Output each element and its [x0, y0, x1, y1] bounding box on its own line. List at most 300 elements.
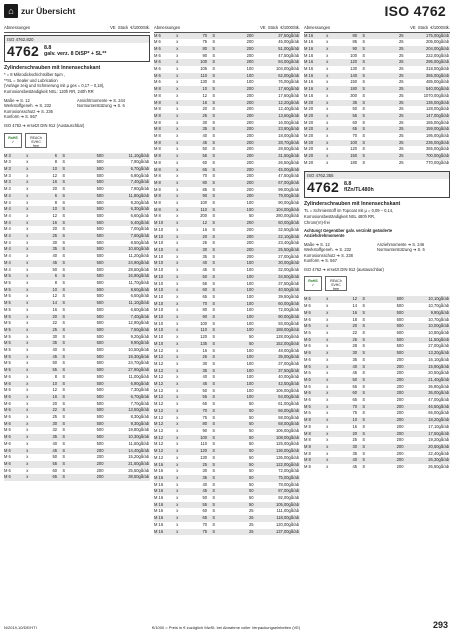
table-row[interactable] [154, 247, 300, 254]
length-cell: 30 [202, 360, 208, 366]
ref-link[interactable]: Konform ➔ S. 567 [4, 114, 38, 120]
qty-cell: 200 [396, 423, 404, 429]
table-row[interactable] [154, 120, 300, 127]
ve-cell: S [357, 33, 370, 40]
x-cell: x [26, 360, 29, 366]
price-cell: 65,00gß/ab [428, 410, 449, 416]
ve-cell: S [357, 404, 370, 411]
table-row[interactable] [4, 200, 150, 207]
table-row[interactable] [4, 260, 150, 267]
table-row[interactable] [154, 146, 300, 153]
qty-cell: 500 [70, 233, 103, 240]
table-row[interactable] [4, 434, 150, 441]
ve-cell: S [207, 475, 220, 482]
qty-cell: 500 [96, 212, 104, 218]
table-row[interactable] [304, 146, 450, 153]
table-row[interactable] [154, 401, 300, 408]
ref-link[interactable]: Normunterstützung ➔ S. 6 [377, 247, 425, 253]
table-row[interactable] [154, 33, 300, 40]
table-row[interactable] [154, 482, 300, 489]
ve-cell: S [57, 407, 70, 414]
back-link[interactable]: zur Übersicht [21, 6, 76, 16]
ref-link[interactable]: Normunterstützung ➔ S. 6 [77, 103, 125, 109]
table-row[interactable] [304, 160, 450, 167]
table-row[interactable] [154, 46, 300, 53]
table-row[interactable] [4, 226, 150, 233]
table-row[interactable] [154, 488, 300, 495]
x-cell: x [26, 226, 29, 232]
table-row[interactable] [304, 317, 450, 324]
table-row[interactable] [4, 421, 150, 428]
table-row[interactable] [304, 46, 450, 53]
table-row[interactable] [154, 113, 300, 120]
length-cell: 55 [184, 502, 207, 509]
table-row[interactable] [154, 435, 300, 442]
length-cell: 80 [184, 180, 207, 187]
price-cell: 19,20gß/ab [428, 437, 449, 443]
table-row[interactable] [304, 384, 450, 391]
size-cell: M 5 [4, 273, 21, 280]
table-row[interactable] [154, 200, 300, 207]
size-cell: M 6 [304, 364, 321, 371]
qty-cell: 100 [220, 260, 253, 267]
table-row[interactable] [304, 310, 450, 317]
price-cell: 9,30gß/ab [104, 421, 151, 428]
table-row[interactable] [304, 113, 450, 120]
table-row[interactable] [4, 293, 150, 300]
x-cell: x [21, 287, 34, 294]
price-cell: 7,00gß/ab [130, 226, 149, 232]
ve-cell: S [357, 377, 370, 384]
table-row[interactable] [4, 206, 150, 213]
x-cell: x [171, 435, 184, 442]
product-article-number: ISO 4762.820 [7, 36, 34, 42]
length-cell: 110 [184, 207, 207, 214]
ve-cell: S [57, 233, 70, 240]
table-row[interactable] [4, 367, 150, 374]
length-cell: 35 [352, 450, 358, 456]
table-row[interactable] [154, 334, 300, 341]
table-row[interactable] [304, 337, 450, 344]
price-cell: 22,40gß/ab [428, 450, 449, 456]
table-row[interactable] [154, 388, 300, 395]
table-row[interactable] [304, 410, 450, 417]
table-row[interactable] [4, 300, 150, 307]
price-cell: 7,40gß/ab [104, 179, 151, 186]
table-row[interactable] [304, 120, 450, 127]
product-box-1[interactable] [4, 35, 150, 62]
table-row[interactable] [304, 303, 450, 310]
table-row[interactable] [4, 441, 150, 448]
table-row[interactable] [154, 167, 300, 174]
table-row[interactable] [154, 281, 300, 288]
size-cell: M 4 [4, 260, 21, 267]
table-row[interactable] [154, 287, 300, 294]
table-row[interactable] [154, 213, 300, 220]
table-row[interactable] [304, 451, 450, 458]
ve-cell: S [212, 441, 216, 447]
table-row[interactable] [4, 461, 150, 468]
table-row[interactable] [154, 301, 300, 308]
table-row[interactable] [154, 321, 300, 328]
table-row[interactable] [154, 529, 300, 536]
length-cell: 100 [184, 59, 207, 66]
table-row[interactable] [304, 404, 450, 411]
table-row[interactable] [154, 502, 300, 509]
size-cell: M 12 [154, 347, 164, 353]
table-row[interactable] [4, 287, 150, 294]
table-row[interactable] [154, 240, 300, 247]
x-cell: x [21, 394, 34, 401]
length-cell: 30 [202, 119, 208, 125]
table-row[interactable] [154, 267, 300, 274]
qty-cell: 100 [246, 280, 254, 286]
table-row[interactable] [4, 253, 150, 260]
table-row[interactable] [4, 246, 150, 253]
table-row[interactable] [154, 381, 300, 388]
ve-cell: S [207, 59, 220, 66]
top-bar [4, 3, 448, 25]
table-row[interactable] [154, 468, 300, 475]
size-cell: M 8 [154, 106, 161, 112]
price-cell: 15,20gß/ab [128, 454, 149, 460]
table-row[interactable] [154, 133, 300, 140]
table-row[interactable] [304, 370, 450, 377]
page-number: 293 [432, 620, 448, 630]
ve-cell: S [212, 374, 216, 380]
ve-cell: S [57, 273, 70, 280]
table-row[interactable] [154, 73, 300, 80]
table-row[interactable] [154, 348, 300, 355]
x-cell: x [176, 186, 179, 192]
table-row[interactable] [304, 343, 450, 350]
ve-cell: S [207, 167, 220, 174]
table-row[interactable] [154, 361, 300, 368]
ve-cell: S [362, 79, 366, 85]
table-row[interactable] [154, 522, 300, 529]
table-row[interactable] [154, 79, 300, 86]
table-row[interactable] [304, 350, 450, 357]
price-cell: 204,00gß/ab [404, 46, 451, 53]
table-row[interactable] [4, 407, 150, 414]
length-cell: 45 [184, 140, 207, 147]
table-row[interactable] [154, 294, 300, 301]
size-cell: M 10 [154, 301, 171, 308]
x-cell: x [326, 106, 329, 112]
table-row[interactable] [4, 448, 150, 455]
table-row[interactable] [304, 417, 450, 424]
table-row[interactable] [154, 153, 300, 160]
ve-cell: S [207, 153, 220, 160]
price-cell: 11,10gß/ab [104, 153, 151, 160]
qty-cell: 500 [70, 340, 103, 347]
table-row[interactable] [304, 79, 450, 86]
qty-cell: 25 [370, 113, 403, 120]
table-row[interactable] [4, 334, 150, 341]
table-row[interactable] [4, 193, 150, 200]
size-cell: M 5 [4, 360, 11, 366]
table-row[interactable] [154, 140, 300, 147]
table-row[interactable] [304, 33, 450, 40]
table-row[interactable] [154, 274, 300, 281]
table-row[interactable] [154, 260, 300, 267]
table-row[interactable] [154, 368, 300, 375]
length-cell: 70 [202, 173, 208, 179]
table-row[interactable] [304, 437, 450, 444]
table-row[interactable] [154, 341, 300, 348]
ve-cell: S [212, 320, 216, 326]
table-row[interactable] [4, 468, 150, 475]
x-cell: x [171, 260, 184, 267]
table-row[interactable] [154, 126, 300, 133]
ref-link[interactable]: Konform ➔ S. 567 [304, 258, 338, 264]
table-row[interactable] [154, 53, 300, 60]
ref-link[interactable]: Maße ➔ S. 12 [4, 97, 30, 103]
table-row[interactable] [304, 457, 450, 464]
price-cell: 136,00gß/ab [404, 100, 451, 107]
table-row[interactable] [154, 495, 300, 502]
length-cell: 100 [334, 140, 357, 147]
size-cell: M 6 [304, 383, 311, 389]
table-row[interactable] [304, 357, 450, 364]
table-row[interactable] [154, 100, 300, 107]
table-row[interactable] [154, 220, 300, 227]
price-cell: 24,70gß/ab [128, 360, 149, 366]
table-row[interactable] [154, 180, 300, 187]
table-row[interactable] [154, 106, 300, 113]
table-row[interactable] [4, 340, 150, 347]
size-cell: M 16 [154, 475, 171, 482]
table-row[interactable] [154, 415, 300, 422]
table-row[interactable] [4, 394, 150, 401]
table-row[interactable] [304, 444, 450, 451]
table-row[interactable] [154, 354, 300, 361]
table-row[interactable] [4, 327, 150, 334]
table-row[interactable] [4, 273, 150, 280]
table-row[interactable] [304, 390, 450, 397]
table-row[interactable] [154, 193, 300, 200]
size-cell: M 12 [154, 354, 171, 361]
table-row[interactable] [304, 93, 450, 100]
table-row[interactable] [154, 86, 300, 93]
ref-link[interactable]: Werkstoffgeneh. ➔ S. 232 [4, 103, 52, 109]
x-cell: x [21, 381, 34, 388]
length-cell: 85 [352, 39, 358, 45]
ve-cell: S [212, 79, 216, 85]
price-cell: 105,00gß/ab [254, 502, 301, 509]
table-row[interactable] [154, 227, 300, 234]
table-row[interactable] [154, 314, 300, 321]
size-cell: M 5 [4, 354, 21, 361]
table-row[interactable] [304, 323, 450, 330]
table-row[interactable] [4, 360, 150, 367]
ref-link[interactable]: Ansichtmomente ➔ S. 244 [77, 97, 126, 103]
table-row[interactable] [154, 207, 300, 214]
table-row[interactable] [154, 448, 300, 455]
qty-cell: 200 [220, 46, 253, 53]
table-row[interactable] [304, 106, 450, 113]
table-row[interactable] [4, 381, 150, 388]
length-cell: 8 [54, 199, 58, 205]
table-row[interactable] [4, 213, 150, 220]
table-row[interactable] [154, 254, 300, 261]
ve-cell: S [57, 246, 70, 253]
x-cell: x [321, 444, 334, 451]
table-row[interactable] [154, 421, 300, 428]
table-row[interactable] [154, 93, 300, 100]
price-cell: 136,00gß/ab [254, 448, 301, 455]
table-row[interactable] [154, 307, 300, 314]
qty-cell: 500 [70, 246, 103, 253]
qty-cell: 100 [246, 320, 254, 326]
table-row[interactable] [304, 133, 450, 140]
table-row[interactable] [154, 66, 300, 73]
product-box-2[interactable] [304, 171, 450, 198]
table-row[interactable] [4, 314, 150, 321]
ve-cell: S [212, 267, 216, 273]
table-row[interactable] [154, 515, 300, 522]
table-row[interactable] [304, 424, 450, 431]
table-row[interactable] [304, 66, 450, 73]
table-row[interactable] [4, 166, 150, 173]
table-row[interactable] [4, 354, 150, 361]
table-row[interactable] [304, 377, 450, 384]
header-price: €/1000Stk. [130, 25, 150, 30]
size-cell: M 10 [154, 267, 164, 273]
table-row[interactable] [304, 330, 450, 337]
price-cell: 111,00gß/ab [276, 508, 299, 514]
table-row[interactable] [304, 53, 450, 60]
table-row[interactable] [304, 126, 450, 133]
table-row[interactable] [154, 428, 300, 435]
ref-link[interactable]: Werkstoffgeneh. ➔ S. 232 [304, 247, 352, 253]
price-cell: 11,10gß/ab [104, 300, 151, 307]
table-row[interactable] [4, 179, 150, 186]
table-row[interactable] [154, 39, 300, 46]
table-row[interactable] [4, 233, 150, 240]
size-cell: M 4 [4, 212, 11, 218]
table-row[interactable] [4, 454, 150, 461]
price-cell: 152,00gß/ab [254, 341, 301, 348]
length-cell: 40 [202, 133, 208, 139]
x-cell: x [176, 240, 179, 246]
table-row[interactable] [154, 455, 300, 462]
table-row[interactable] [154, 394, 300, 401]
table-row[interactable] [4, 240, 150, 247]
table-row[interactable] [4, 173, 150, 180]
table-row[interactable] [4, 320, 150, 327]
table-row[interactable] [304, 100, 450, 107]
price-cell: 13,60gß/ab [254, 113, 301, 120]
table-row[interactable] [154, 462, 300, 469]
table-row[interactable] [304, 397, 450, 404]
table-row[interactable] [304, 364, 450, 371]
table-row[interactable] [304, 464, 450, 471]
table-row[interactable] [4, 387, 150, 394]
table-row[interactable] [4, 153, 150, 160]
table-row[interactable] [4, 159, 150, 166]
length-cell: 45 [352, 370, 358, 376]
table-row[interactable] [4, 186, 150, 193]
table-row[interactable] [154, 234, 300, 241]
table-row[interactable] [4, 427, 150, 434]
table-row[interactable] [154, 160, 300, 167]
x-cell: x [26, 427, 29, 433]
price-cell: 11,60gß/ab [128, 440, 149, 446]
qty-cell: 500 [96, 199, 104, 205]
qty-cell: 500 [370, 323, 403, 330]
table-row[interactable] [304, 73, 450, 80]
size-cell: M 6 [154, 59, 171, 66]
size-cell: M 3 [4, 186, 11, 192]
ve-cell: S [62, 347, 66, 353]
ref-link[interactable]: Korrosionsschutz ➔ S. 236 [4, 108, 53, 114]
table-row[interactable] [304, 431, 450, 438]
home-icon[interactable]: ⌂ [4, 4, 18, 18]
table-row[interactable] [154, 408, 300, 415]
table-row[interactable] [4, 374, 150, 381]
size-cell: M 5 [4, 320, 11, 326]
table-row[interactable] [4, 267, 150, 274]
qty-cell: 500 [96, 333, 104, 339]
table-row[interactable] [154, 173, 300, 180]
table-row[interactable] [4, 401, 150, 408]
table-row[interactable] [154, 327, 300, 334]
price-cell: 7,70gß/ab [130, 400, 149, 406]
table-row[interactable] [154, 441, 300, 448]
qty-cell: 50 [220, 488, 253, 495]
table-row[interactable] [4, 307, 150, 314]
price-cell: 485,00gß/ab [426, 79, 449, 85]
table-row[interactable] [4, 220, 150, 227]
qty-cell: 100 [220, 368, 253, 375]
table-row[interactable] [4, 347, 150, 354]
table-row[interactable] [154, 508, 300, 515]
price-cell: 6,70gß/ab [104, 394, 151, 401]
table-row[interactable] [154, 187, 300, 194]
table-row[interactable] [304, 39, 450, 46]
table-row[interactable] [154, 374, 300, 381]
table-row[interactable] [304, 296, 450, 303]
table-row[interactable] [154, 59, 300, 66]
price-cell: 68,00gß/ab [278, 414, 299, 420]
price-cell: 20,50gß/ab [428, 370, 449, 376]
ve-cell: S [207, 314, 220, 321]
ve-cell: S [62, 440, 66, 446]
length-cell: 22 [34, 407, 57, 414]
size-cell: M 8 [154, 186, 161, 192]
qty-cell: 25 [370, 59, 403, 66]
table-row[interactable] [4, 474, 150, 481]
price-cell: 9,20gß/ab [130, 333, 149, 339]
ve-cell: S [207, 260, 220, 267]
qty-cell: 200 [370, 444, 403, 451]
ref-link[interactable]: Anziehmomente ➔ S. 246 [377, 241, 425, 247]
x-cell: x [21, 233, 34, 240]
table-row[interactable] [304, 140, 450, 147]
table-row[interactable] [304, 59, 450, 66]
qty-cell: 200 [220, 33, 253, 40]
table-row[interactable] [154, 475, 300, 482]
table-row[interactable] [4, 414, 150, 421]
ref-link[interactable]: Korrosionsschutz ➔ S. 238 [304, 252, 353, 258]
ref-link[interactable]: Maße ➔ S. 12 [304, 241, 330, 247]
x-cell: x [321, 431, 334, 438]
x-cell: x [326, 52, 329, 58]
table-row[interactable] [304, 86, 450, 93]
table-row[interactable] [4, 280, 150, 287]
table-row[interactable] [304, 153, 450, 160]
